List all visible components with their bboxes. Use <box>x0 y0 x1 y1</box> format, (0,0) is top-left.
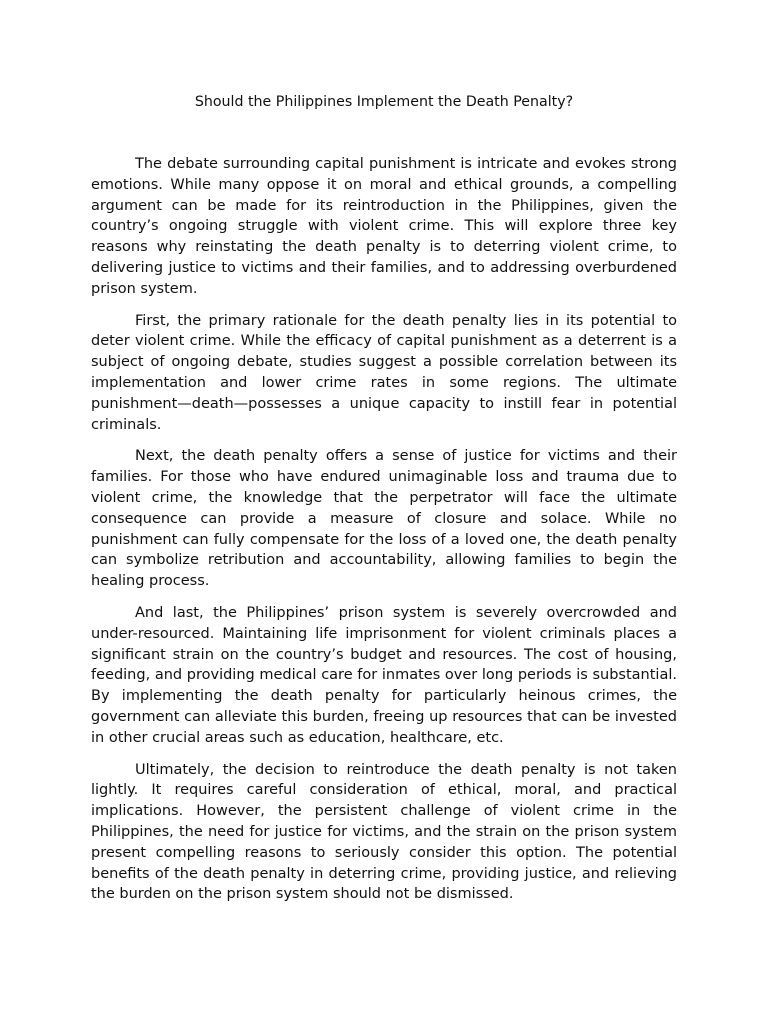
paragraph-4: And last, the Philippines’ prison system is severely overcrowded and under-resourced. Maintaining life imprisonment for violent criminals places a significant strain on the country’s budget and resources. The cost of housing, feeding, and providing medical care for inmates over long periods is substantial. By implementing the death penalty for particularly heinous crimes, the government can alleviate this burden, freeing up resources that can be invested in other crucial areas such as education, healthcare, etc. <box>91 604 677 746</box>
paragraph-5: Ultimately, the decision to reintroduce the death penalty is not taken lightly. It requires careful consideration of ethical, moral, and practical implications. However, the persistent challenge of violent crime in the Philippines, the need for justice for victims, and the strain on the prison system present compelling reasons to seriously consider this option. The potential benefits of the death penalty in deterring crime, providing justice, and relieving the burden on the prison system should not be dismissed. <box>91 761 677 903</box>
document-body <box>91 154 677 916</box>
paragraph-3: Next, the death penalty offers a sense of justice for victims and their families. For those who have endured unimaginable loss and trauma due to violent crime, the knowledge that the perpetrator will face the ultimate consequence can provide a measure of closure and solace. While no punishment can fully compensate for the loss of a loved one, the death penalty can symbolize retribution and accountability, allowing families to begin the healing process. <box>91 448 677 590</box>
page-title: Should the Philippines Implement the Death Penalty? <box>194 94 574 110</box>
paragraph-2: First, the primary rationale for the death penalty lies in its potential to deter violent crime. While the efficacy of capital punishment as a deterrent is a subject of ongoing debate, studies suggest a possible correlation between its implementation and lower crime rates in some regions. The ultimate punishment—death—possesses a unique capacity to instill fear in potential criminals. <box>91 312 677 433</box>
paragraph-1: The debate surrounding capital punishment is intricate and evokes strong emotions. While many oppose it on moral and ethical grounds, a compelling argument can be made for its reintroduction in the Philippines, given the country’s ongoing struggle with violent crime. This will explore three key reasons why reinstating the death penalty is to deterring violent crime, to delivering justice to victims and their families, and to addressing overburdened prison system. <box>91 156 677 297</box>
